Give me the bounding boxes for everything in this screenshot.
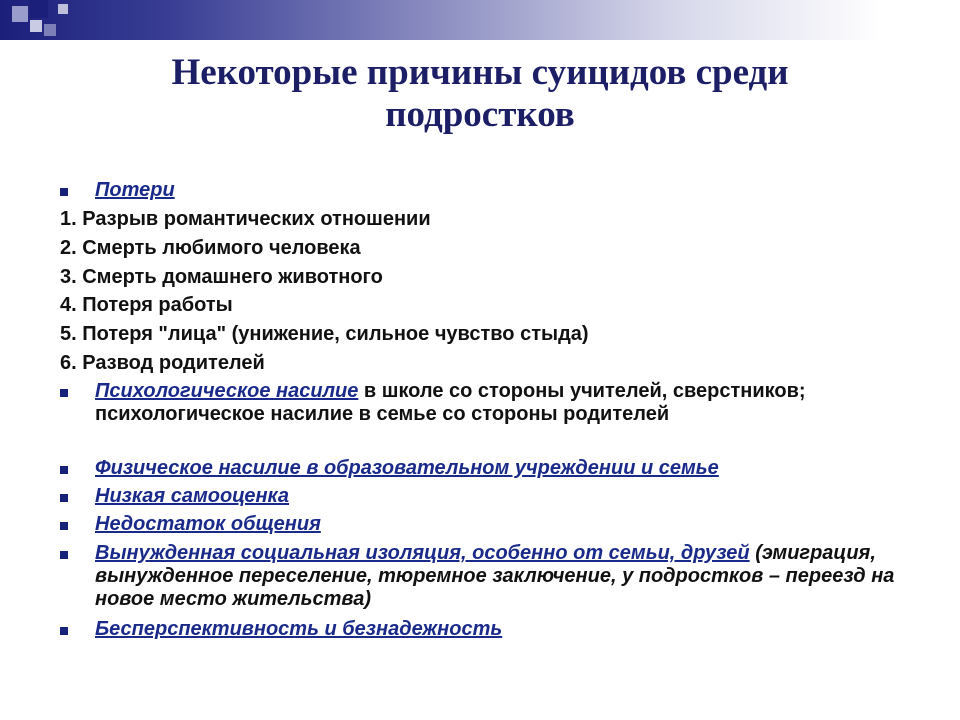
list-item: 4. Потеря работы [60, 294, 233, 316]
bullet-square-icon [60, 522, 68, 530]
hopelessness-link[interactable]: Бесперспективность и безнадежность [95, 618, 503, 640]
bullet-lack-of-communication [95, 513, 915, 536]
slide-title-line1: Некоторые причины суицидов среди [171, 52, 789, 93]
decor-square [30, 0, 48, 18]
list-item: 5. Потеря "лица" (унижение, сильное чувство стыда) [60, 323, 589, 345]
header-band [0, 0, 960, 40]
losses-link[interactable]: Потери [95, 179, 175, 201]
list-item: 1. Разрыв романтических отношении [60, 208, 431, 230]
decor-square [58, 4, 68, 14]
bullet-psychological-violence [95, 380, 915, 426]
social-isolation-link[interactable]: Вынужденная социальная изоляция, особенно от семьи, друзей [95, 542, 750, 564]
bullet-square-icon [60, 494, 68, 502]
bullet-low-self-esteem [95, 485, 915, 508]
social-isolation-text: (эмиграция, вынужденное переселение, тюремное заключение, у подростков – переезд на новое место жительства) [95, 542, 895, 610]
physical-violence-link[interactable]: Физическое насилие в образовательном учреждении и семье [95, 457, 719, 479]
bullet-square-icon [60, 188, 68, 196]
slide-title [60, 52, 900, 136]
bullet-square-icon [60, 466, 68, 474]
low-self-esteem-link[interactable]: Низкая самооценка [95, 485, 290, 507]
decor-square [12, 6, 28, 22]
lack-of-communication-link[interactable]: Недостаток общения [95, 513, 321, 535]
list-item: 2. Смерть любимого человека [60, 237, 361, 259]
list-item: 3. Смерть домашнего животного [60, 266, 383, 288]
bullet-square-icon [60, 627, 68, 635]
bullet-social-isolation [95, 542, 915, 611]
decor-square [30, 20, 42, 32]
bullet-hopelessness [95, 618, 915, 641]
psychological-violence-link[interactable]: Психологическое насилие [95, 380, 359, 402]
slide-title-line2: подростков [385, 94, 575, 135]
psychological-violence-text: в школе со стороны учителей, сверстников; психологическое насилие в семье со стороны родителей [95, 380, 806, 425]
bullet-square-icon [60, 389, 68, 397]
list-item: 6. Развод родителей [60, 352, 265, 374]
losses-heading [95, 179, 915, 202]
bullet-square-icon [60, 551, 68, 559]
bullet-physical-violence [95, 457, 915, 480]
decor-square [44, 24, 56, 36]
